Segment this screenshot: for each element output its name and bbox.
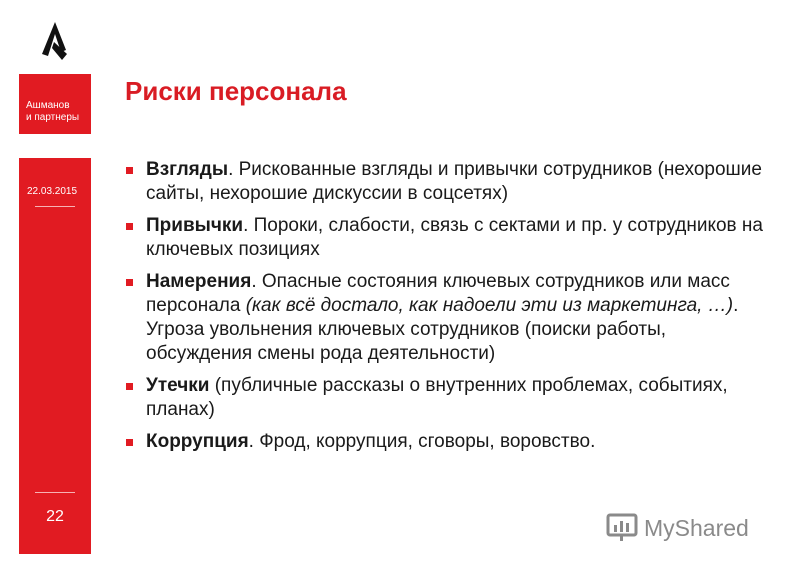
brand-block [19, 74, 91, 134]
item-text: (публичные рассказы о внутренних проблемах, событиях, планах) [146, 375, 728, 420]
brand-logo-icon [40, 20, 70, 62]
item-text: . Опасные состояния ключевых сотрудников или масс персонала [146, 271, 730, 316]
brand-name-line2: и партнеры [26, 112, 80, 123]
bullet-icon [126, 223, 133, 230]
brand-name-line1: Ашманов [26, 100, 70, 111]
list-item [126, 158, 776, 206]
item-term: Коррупция [146, 431, 249, 452]
item-term: Намерения [146, 271, 252, 292]
list-item [126, 214, 776, 262]
item-text: . Пороки, слабости, связь с сектами и пр. у сотрудников на ключевых позициях [146, 215, 763, 260]
bullet-icon [126, 167, 133, 174]
risk-list [126, 158, 776, 462]
item-text-continued: . Угроза увольнения ключевых сотрудников (поиски работы, обсуждения смены рода деятельности) [146, 295, 739, 364]
presentation-icon [606, 513, 638, 543]
bullet-icon [126, 279, 133, 286]
item-term: Привычки [146, 215, 244, 236]
list-item [126, 430, 776, 454]
item-text: . Рискованные взгляды и привычки сотрудников (нехорошие сайты, нехорошие дискуссии в соцсетях) [146, 159, 762, 204]
list-item [126, 374, 776, 422]
slide-date: 22.03.2015 [27, 186, 78, 197]
date-divider [35, 206, 75, 207]
watermark-text: MyShared [644, 514, 749, 541]
item-term: Взгляды [146, 159, 229, 180]
slide-title: Риски персонала [125, 76, 347, 106]
sidebar [19, 158, 91, 554]
bullet-icon [126, 439, 133, 446]
list-item [126, 270, 776, 366]
item-term: Утечки [146, 375, 210, 396]
page-number: 22 [46, 508, 64, 525]
watermark[interactable] [606, 513, 749, 543]
item-text: . Фрод, коррупция, сговоры, воровство. [248, 431, 596, 452]
bullet-icon [126, 383, 133, 390]
page-divider [35, 492, 75, 493]
item-italic-text: (как всё достало, как надоели эти из маркетинга, …) [245, 295, 734, 316]
